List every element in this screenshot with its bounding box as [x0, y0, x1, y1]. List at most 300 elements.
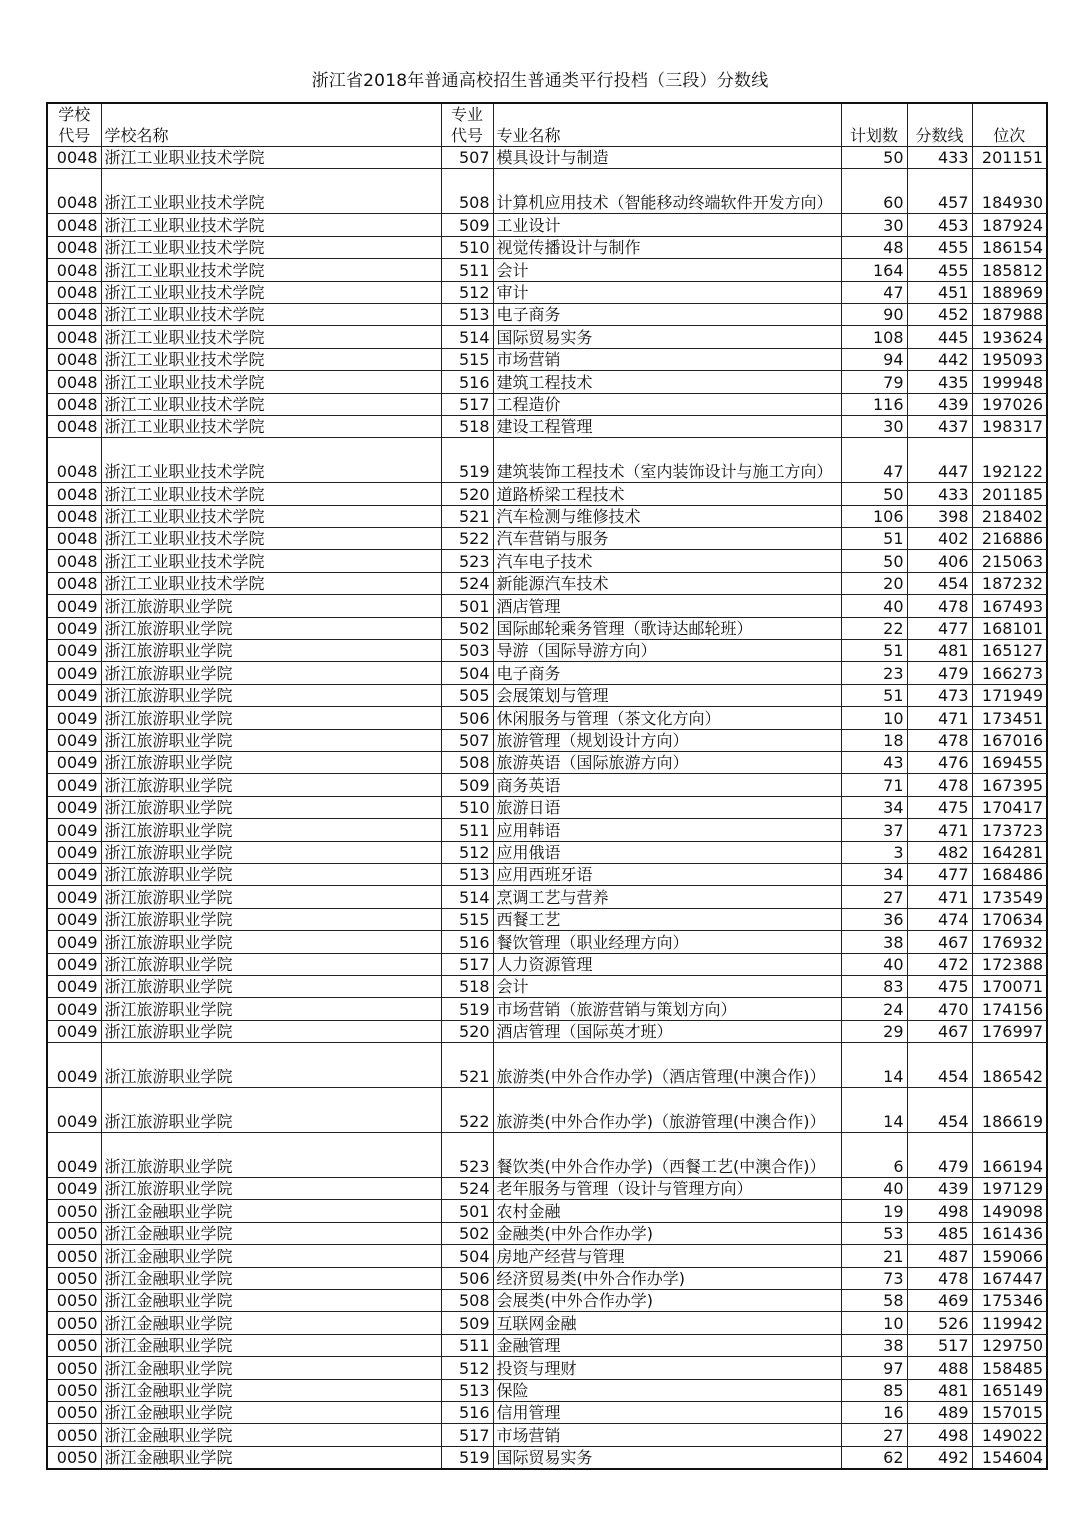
cell-major-name: 电子商务 — [493, 303, 841, 325]
cell-school-name: 浙江金融职业学院 — [101, 1334, 441, 1356]
cell-school-name: 浙江金融职业学院 — [101, 1245, 441, 1267]
cell-school-name: 浙江旅游职业学院 — [101, 1043, 441, 1088]
cell-school-code: 0048 — [47, 259, 101, 281]
cell-school-name: 浙江旅游职业学院 — [101, 931, 441, 953]
cell-school-name: 浙江工业职业技术学院 — [101, 393, 441, 415]
cell-rank: 176997 — [972, 1020, 1047, 1042]
cell-score: 433 — [907, 483, 972, 505]
cell-school-name: 浙江旅游职业学院 — [101, 729, 441, 751]
cell-score: 487 — [907, 1245, 972, 1267]
table-row — [47, 998, 1047, 1020]
table-row — [47, 908, 1047, 930]
table-row — [47, 684, 1047, 706]
cell-major-code: 514 — [441, 326, 493, 348]
cell-school-code: 0048 — [47, 303, 101, 325]
cell-plan: 23 — [841, 662, 907, 684]
cell-rank: 164281 — [972, 841, 1047, 863]
cell-major-code: 512 — [441, 1357, 493, 1379]
cell-school-code: 0049 — [47, 684, 101, 706]
cell-rank: 167016 — [972, 729, 1047, 751]
table-row — [47, 505, 1047, 527]
cell-major-name: 旅游日语 — [493, 796, 841, 818]
cell-score: 482 — [907, 841, 972, 863]
header-school-code-line1: 学校 — [58, 105, 91, 124]
cell-major-name: 经济贸易类(中外合作办学) — [493, 1267, 841, 1289]
cell-plan: 43 — [841, 751, 907, 773]
cell-score: 498 — [907, 1200, 972, 1222]
cell-major-code: 522 — [441, 1088, 493, 1133]
cell-plan: 51 — [841, 640, 907, 662]
cell-major-name: 会展策划与管理 — [493, 684, 841, 706]
cell-score: 469 — [907, 1290, 972, 1312]
cell-school-code: 0050 — [47, 1200, 101, 1222]
cell-score: 437 — [907, 415, 972, 437]
table-row — [47, 371, 1047, 393]
cell-major-code: 507 — [441, 147, 493, 169]
cell-plan: 14 — [841, 1088, 907, 1133]
cell-major-name: 工业设计 — [493, 214, 841, 236]
cell-score: 478 — [907, 1267, 972, 1289]
cell-major-code: 513 — [441, 863, 493, 885]
cell-school-name: 浙江工业职业技术学院 — [101, 326, 441, 348]
cell-plan: 73 — [841, 1267, 907, 1289]
cell-plan: 53 — [841, 1222, 907, 1244]
cell-school-code: 0049 — [47, 595, 101, 617]
cell-major-name: 应用西班牙语 — [493, 863, 841, 885]
cell-major-name: 应用韩语 — [493, 819, 841, 841]
cell-school-code: 0049 — [47, 617, 101, 639]
cell-plan: 116 — [841, 393, 907, 415]
cell-plan: 30 — [841, 415, 907, 437]
cell-school-code: 0048 — [47, 236, 101, 258]
table-row — [47, 953, 1047, 975]
cell-school-name: 浙江工业职业技术学院 — [101, 438, 441, 483]
table-row — [47, 863, 1047, 885]
table-row — [47, 393, 1047, 415]
cell-plan: 50 — [841, 550, 907, 572]
cell-major-code: 513 — [441, 303, 493, 325]
cell-major-code: 520 — [441, 483, 493, 505]
cell-rank: 165149 — [972, 1379, 1047, 1401]
cell-major-name: 视觉传播设计与制作 — [493, 236, 841, 258]
cell-school-code: 0049 — [47, 774, 101, 796]
cell-school-name: 浙江旅游职业学院 — [101, 684, 441, 706]
table-row — [47, 281, 1047, 303]
cell-school-name: 浙江金融职业学院 — [101, 1357, 441, 1379]
table-row — [47, 1424, 1047, 1446]
table-row — [47, 1379, 1047, 1401]
cell-plan: 60 — [841, 169, 907, 214]
header-score: 分数线 — [907, 103, 972, 147]
cell-rank: 168101 — [972, 617, 1047, 639]
cell-rank: 192122 — [972, 438, 1047, 483]
cell-rank: 186542 — [972, 1043, 1047, 1088]
cell-score: 398 — [907, 505, 972, 527]
cell-plan: 38 — [841, 931, 907, 953]
cell-major-code: 501 — [441, 595, 493, 617]
table-row — [47, 147, 1047, 169]
cell-school-name: 浙江工业职业技术学院 — [101, 303, 441, 325]
header-major-name: 专业名称 — [493, 103, 841, 147]
table-row — [47, 528, 1047, 550]
cell-school-name: 浙江工业职业技术学院 — [101, 281, 441, 303]
cell-major-name: 国际贸易实务 — [493, 1446, 841, 1468]
cell-major-code: 523 — [441, 1133, 493, 1178]
cell-major-code: 519 — [441, 438, 493, 483]
cell-school-name: 浙江金融职业学院 — [101, 1312, 441, 1334]
cell-rank: 167447 — [972, 1267, 1047, 1289]
cell-major-code: 501 — [441, 1200, 493, 1222]
table-row — [47, 1133, 1047, 1178]
header-major-code — [441, 103, 493, 147]
cell-school-code: 0049 — [47, 1020, 101, 1042]
cell-major-code: 508 — [441, 169, 493, 214]
cell-major-code: 508 — [441, 751, 493, 773]
cell-plan: 106 — [841, 505, 907, 527]
cell-major-code: 506 — [441, 707, 493, 729]
cell-school-name: 浙江金融职业学院 — [101, 1424, 441, 1446]
cell-school-code: 0048 — [47, 438, 101, 483]
table-row — [47, 886, 1047, 908]
cell-school-name: 浙江旅游职业学院 — [101, 886, 441, 908]
cell-plan: 62 — [841, 1446, 907, 1468]
cell-major-code: 524 — [441, 1178, 493, 1200]
cell-plan: 51 — [841, 528, 907, 550]
cell-school-code: 0048 — [47, 528, 101, 550]
cell-school-name: 浙江旅游职业学院 — [101, 1178, 441, 1200]
cell-major-name: 金融类(中外合作办学) — [493, 1222, 841, 1244]
cell-school-code: 0049 — [47, 819, 101, 841]
cell-plan: 90 — [841, 303, 907, 325]
cell-score: 492 — [907, 1446, 972, 1468]
cell-plan: 10 — [841, 1312, 907, 1334]
cell-school-code: 0049 — [47, 729, 101, 751]
table-row — [47, 931, 1047, 953]
cell-score: 478 — [907, 774, 972, 796]
cell-major-name: 旅游英语（国际旅游方向） — [493, 751, 841, 773]
cell-major-name: 审计 — [493, 281, 841, 303]
table-row — [47, 640, 1047, 662]
cell-major-code: 517 — [441, 1424, 493, 1446]
cell-score: 478 — [907, 595, 972, 617]
cell-score: 481 — [907, 1379, 972, 1401]
cell-major-name: 休闲服务与管理（茶文化方向） — [493, 707, 841, 729]
cell-plan: 48 — [841, 236, 907, 258]
cell-major-code: 502 — [441, 1222, 493, 1244]
cell-rank: 173549 — [972, 886, 1047, 908]
cell-score: 453 — [907, 214, 972, 236]
cell-school-name: 浙江旅游职业学院 — [101, 640, 441, 662]
cell-major-name: 旅游管理（规划设计方向） — [493, 729, 841, 751]
table-row — [47, 303, 1047, 325]
cell-rank: 215063 — [972, 550, 1047, 572]
cell-rank: 195093 — [972, 348, 1047, 370]
cell-plan: 34 — [841, 796, 907, 818]
cell-school-code: 0048 — [47, 326, 101, 348]
cell-score: 445 — [907, 326, 972, 348]
cell-score: 406 — [907, 550, 972, 572]
cell-plan: 3 — [841, 841, 907, 863]
cell-school-code: 0048 — [47, 505, 101, 527]
cell-major-name: 汽车营销与服务 — [493, 528, 841, 550]
cell-rank: 167395 — [972, 774, 1047, 796]
cell-school-name: 浙江旅游职业学院 — [101, 1133, 441, 1178]
table-row — [47, 1020, 1047, 1042]
cell-major-code: 505 — [441, 684, 493, 706]
cell-score: 517 — [907, 1334, 972, 1356]
cell-major-name: 酒店管理 — [493, 595, 841, 617]
cell-score: 452 — [907, 303, 972, 325]
cell-major-code: 509 — [441, 1312, 493, 1334]
cell-school-name: 浙江旅游职业学院 — [101, 953, 441, 975]
cell-plan: 38 — [841, 1334, 907, 1356]
cell-score: 472 — [907, 953, 972, 975]
cell-rank: 165127 — [972, 640, 1047, 662]
cell-rank: 185812 — [972, 259, 1047, 281]
cell-major-name: 应用俄语 — [493, 841, 841, 863]
cell-major-code: 518 — [441, 415, 493, 437]
header-school-code — [47, 103, 101, 147]
cell-major-name: 会计 — [493, 975, 841, 997]
cell-school-code: 0049 — [47, 1178, 101, 1200]
cell-major-name: 人力资源管理 — [493, 953, 841, 975]
cell-major-name: 餐饮管理（职业经理方向） — [493, 931, 841, 953]
cell-school-code: 0049 — [47, 931, 101, 953]
cell-school-code: 0050 — [47, 1424, 101, 1446]
cell-rank: 174156 — [972, 998, 1047, 1020]
table-row — [47, 1200, 1047, 1222]
cell-rank: 158485 — [972, 1357, 1047, 1379]
cell-major-name: 计算机应用技术（智能移动终端软件开发方向） — [493, 169, 841, 214]
cell-major-name: 信用管理 — [493, 1401, 841, 1423]
cell-school-code: 0050 — [47, 1357, 101, 1379]
cell-major-code: 502 — [441, 617, 493, 639]
cell-plan: 40 — [841, 1178, 907, 1200]
cell-rank: 199948 — [972, 371, 1047, 393]
cell-school-code: 0049 — [47, 841, 101, 863]
cell-school-name: 浙江旅游职业学院 — [101, 662, 441, 684]
cell-major-name: 国际邮轮乘务管理（歌诗达邮轮班） — [493, 617, 841, 639]
cell-score: 455 — [907, 236, 972, 258]
cell-major-code: 512 — [441, 281, 493, 303]
table-row — [47, 259, 1047, 281]
cell-school-code: 0050 — [47, 1290, 101, 1312]
cell-rank: 176932 — [972, 931, 1047, 953]
cell-rank: 157015 — [972, 1401, 1047, 1423]
cell-rank: 201151 — [972, 147, 1047, 169]
table-row — [47, 1334, 1047, 1356]
cell-score: 477 — [907, 863, 972, 885]
cell-school-code: 0050 — [47, 1267, 101, 1289]
cell-school-name: 浙江工业职业技术学院 — [101, 371, 441, 393]
cell-school-code: 0049 — [47, 975, 101, 997]
cell-school-code: 0050 — [47, 1379, 101, 1401]
table-row — [47, 774, 1047, 796]
cell-score: 476 — [907, 751, 972, 773]
cell-school-name: 浙江工业职业技术学院 — [101, 550, 441, 572]
cell-major-code: 520 — [441, 1020, 493, 1042]
cell-plan: 30 — [841, 214, 907, 236]
cell-score: 489 — [907, 1401, 972, 1423]
cell-rank: 129750 — [972, 1334, 1047, 1356]
cell-major-name: 商务英语 — [493, 774, 841, 796]
table-row — [47, 550, 1047, 572]
cell-score: 477 — [907, 617, 972, 639]
cell-score: 471 — [907, 886, 972, 908]
cell-rank: 149022 — [972, 1424, 1047, 1446]
cell-major-code: 515 — [441, 908, 493, 930]
cell-major-name: 保险 — [493, 1379, 841, 1401]
cell-school-name: 浙江工业职业技术学院 — [101, 259, 441, 281]
cell-major-name: 投资与理财 — [493, 1357, 841, 1379]
cell-major-code: 507 — [441, 729, 493, 751]
cell-major-code: 511 — [441, 819, 493, 841]
cell-school-code: 0049 — [47, 998, 101, 1020]
cell-school-name: 浙江旅游职业学院 — [101, 863, 441, 885]
cell-rank: 197026 — [972, 393, 1047, 415]
cell-plan: 24 — [841, 998, 907, 1020]
cell-major-code: 510 — [441, 796, 493, 818]
cell-school-name: 浙江旅游职业学院 — [101, 975, 441, 997]
cell-plan: 97 — [841, 1357, 907, 1379]
table-row — [47, 819, 1047, 841]
cell-major-code: 504 — [441, 662, 493, 684]
table-row — [47, 214, 1047, 236]
cell-school-name: 浙江工业职业技术学院 — [101, 483, 441, 505]
table-row — [47, 326, 1047, 348]
header-major-code-line1: 专业 — [450, 105, 483, 124]
cell-major-name: 道路桥梁工程技术 — [493, 483, 841, 505]
cell-plan: 6 — [841, 1133, 907, 1178]
cell-major-code: 521 — [441, 1043, 493, 1088]
cell-score: 481 — [907, 640, 972, 662]
cell-major-name: 建筑工程技术 — [493, 371, 841, 393]
cell-score: 447 — [907, 438, 972, 483]
cell-score: 475 — [907, 975, 972, 997]
cell-major-name: 国际贸易实务 — [493, 326, 841, 348]
cell-school-code: 0048 — [47, 415, 101, 437]
cell-rank: 159066 — [972, 1245, 1047, 1267]
cell-plan: 40 — [841, 595, 907, 617]
cell-school-code: 0049 — [47, 1133, 101, 1178]
cell-major-name: 房地产经营与管理 — [493, 1245, 841, 1267]
cell-major-code: 519 — [441, 1446, 493, 1468]
header-school-name: 学校名称 — [101, 103, 441, 147]
cell-school-code: 0049 — [47, 707, 101, 729]
cell-rank: 188969 — [972, 281, 1047, 303]
cell-plan: 22 — [841, 617, 907, 639]
cell-school-code: 0048 — [47, 393, 101, 415]
cell-school-name: 浙江工业职业技术学院 — [101, 572, 441, 594]
cell-major-name: 西餐工艺 — [493, 908, 841, 930]
cell-school-code: 0048 — [47, 348, 101, 370]
cell-school-code: 0049 — [47, 751, 101, 773]
cell-school-name: 浙江金融职业学院 — [101, 1200, 441, 1222]
table-row — [47, 1357, 1047, 1379]
header-row — [47, 103, 1047, 147]
cell-major-code: 509 — [441, 214, 493, 236]
cell-score: 467 — [907, 931, 972, 953]
cell-major-code: 524 — [441, 572, 493, 594]
cell-school-code: 0050 — [47, 1401, 101, 1423]
cell-plan: 50 — [841, 483, 907, 505]
cell-school-name: 浙江工业职业技术学院 — [101, 147, 441, 169]
cell-score: 435 — [907, 371, 972, 393]
table-row — [47, 729, 1047, 751]
cell-major-name: 会计 — [493, 259, 841, 281]
header-school-code-line2: 代号 — [58, 126, 91, 145]
cell-school-code: 0049 — [47, 908, 101, 930]
cell-major-code: 511 — [441, 259, 493, 281]
cell-school-code: 0050 — [47, 1222, 101, 1244]
table-row — [47, 595, 1047, 617]
cell-school-name: 浙江金融职业学院 — [101, 1290, 441, 1312]
cell-major-name: 新能源汽车技术 — [493, 572, 841, 594]
cell-score: 498 — [907, 1424, 972, 1446]
cell-major-code: 523 — [441, 550, 493, 572]
cell-plan: 19 — [841, 1200, 907, 1222]
cell-school-code: 0049 — [47, 886, 101, 908]
cell-major-name: 旅游类(中外合作办学)（酒店管理(中澳合作)） — [493, 1043, 841, 1088]
cell-rank: 166194 — [972, 1133, 1047, 1178]
cell-score: 402 — [907, 528, 972, 550]
cell-school-code: 0049 — [47, 863, 101, 885]
cell-major-code: 517 — [441, 953, 493, 975]
cell-school-name: 浙江工业职业技术学院 — [101, 169, 441, 214]
cell-score: 454 — [907, 1043, 972, 1088]
cell-plan: 36 — [841, 908, 907, 930]
cell-score: 473 — [907, 684, 972, 706]
cell-school-code: 0049 — [47, 640, 101, 662]
cell-school-code: 0050 — [47, 1334, 101, 1356]
table-row — [47, 1043, 1047, 1088]
cell-major-code: 513 — [441, 1379, 493, 1401]
cell-score: 478 — [907, 729, 972, 751]
cell-school-name: 浙江旅游职业学院 — [101, 998, 441, 1020]
cell-school-name: 浙江旅游职业学院 — [101, 774, 441, 796]
table-row — [47, 1312, 1047, 1334]
cell-plan: 40 — [841, 953, 907, 975]
cell-plan: 108 — [841, 326, 907, 348]
cell-plan: 16 — [841, 1401, 907, 1423]
cell-score: 439 — [907, 1178, 972, 1200]
cell-score: 479 — [907, 662, 972, 684]
cell-school-name: 浙江旅游职业学院 — [101, 819, 441, 841]
cell-major-code: 518 — [441, 975, 493, 997]
cell-rank: 187232 — [972, 572, 1047, 594]
table-row — [47, 1267, 1047, 1289]
table-row — [47, 707, 1047, 729]
cell-score: 454 — [907, 1088, 972, 1133]
table-row — [47, 438, 1047, 483]
cell-school-code: 0048 — [47, 281, 101, 303]
cell-school-name: 浙江金融职业学院 — [101, 1379, 441, 1401]
cell-plan: 50 — [841, 147, 907, 169]
cell-plan: 79 — [841, 371, 907, 393]
cell-major-name: 烹调工艺与营养 — [493, 886, 841, 908]
cell-rank: 168486 — [972, 863, 1047, 885]
cell-major-code: 512 — [441, 841, 493, 863]
cell-major-name: 市场营销（旅游营销与策划方向） — [493, 998, 841, 1020]
cell-plan: 27 — [841, 886, 907, 908]
score-table — [46, 102, 1048, 1470]
cell-rank: 216886 — [972, 528, 1047, 550]
table-row — [47, 415, 1047, 437]
cell-major-name: 电子商务 — [493, 662, 841, 684]
cell-score: 471 — [907, 707, 972, 729]
cell-major-name: 模具设计与制造 — [493, 147, 841, 169]
cell-plan: 164 — [841, 259, 907, 281]
